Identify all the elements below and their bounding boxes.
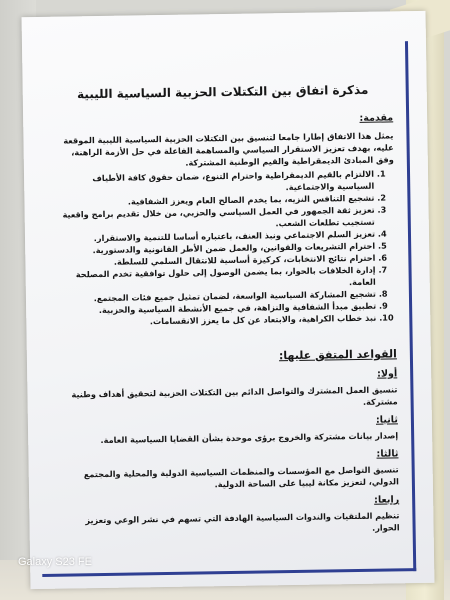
camera-watermark: Galaxy S23 FE	[18, 556, 92, 568]
rule-text: تنسيق التواصل مع المؤسسات والمنظمات السياسية الدولية والمحلية والمجتمع الدولي، لتعزيز مكانة ليبيا على الساحة الدولية.	[83, 464, 399, 490]
rule-label: أولا:	[377, 368, 398, 380]
rule-label: ثانيا:	[375, 414, 398, 426]
rules-heading: القواعد المتفق عليها:	[278, 347, 397, 363]
list-item: 6. احترام نتائج الانتخابات، كركيزة أساسية للانتقال السلمي للسلطة.	[55, 252, 375, 269]
rule-text: إصدار بيانات مشتركة والخروج برؤى موحدة بشأن القضايا السياسية العامة.	[100, 430, 399, 446]
list-item: 4. تعزيز السلم الاجتماعي ونبذ العنف، باعتباره أساسا للتنمية والاستقرار.	[55, 228, 375, 245]
rule-text: تنسيق العمل المشترك والتواصل الدائم بين التكتلات الحزبية لتحقيق أهداف وطنية مشتركة.	[71, 384, 398, 407]
list-item: 1. الالتزام بالقيم الديمقراطية واحترام التنوع، ضمان حقوق كافة الأطياف السياسية والاجتماعية.	[54, 168, 374, 197]
list-item: 8. تشجيع المشاركة السياسية الواسعة، لضمان تمثيل جميع فئات المجتمع.	[56, 288, 376, 305]
intro-text: يمثل هذا الاتفاق إطارا جامعا لتنسيق بين التكتلات الحزبية السياسية الليبية الموقعة عليه، بهدف تعزيز الاستقرار السياسي والمساهمة الفاعلة في حل الأزمة الراهنة، وفق المبادئ الديمقراطية والقيم الوطنية المشتركة.	[63, 130, 394, 168]
list-item: 9. تطبيق مبدأ الشفافية والنزاهة، في جميع الأنشطة السياسية والحزبية.	[56, 300, 376, 317]
principles-list	[54, 167, 396, 328]
list-item: 2. تشجيع التنافس النزيه، بما يخدم الصالح العام ويعزز الشفافية.	[54, 192, 374, 209]
rule-text: تنظيم الملتقيات والندوات السياسية الهادفة التي تسهم في نشر الوعي وتعزيز الحوار.	[85, 510, 400, 533]
rule-label: ثالثا:	[376, 448, 399, 460]
intro-heading: مقدمة:	[359, 112, 394, 124]
list-item: 3. تعزيز ثقة الجمهور في العمل السياسي والحزبي، من خلال تقديم برامج واقعية تستجيب تطلعات الشعب.	[55, 204, 375, 233]
document-page	[22, 11, 435, 589]
rule-label: رابعا:	[374, 494, 400, 506]
document-body	[53, 77, 400, 538]
document-title: مذكرة اتفاق بين التكتلات الحزبية السياسية الليبية	[76, 82, 369, 102]
list-item: 7. إدارة الخلافات بالحوار، بما يضمن الوصول إلى حلول توافقية تخدم المصلحة العامة.	[55, 264, 375, 293]
list-item: 10. نبذ خطاب الكراهية، والابتعاد عن كل ما يعزز الانقسامات.	[56, 312, 376, 329]
list-item: 5. احترام التشريعات والقوانين، والعمل ضمن الأطر القانونية والدستورية.	[55, 240, 375, 257]
